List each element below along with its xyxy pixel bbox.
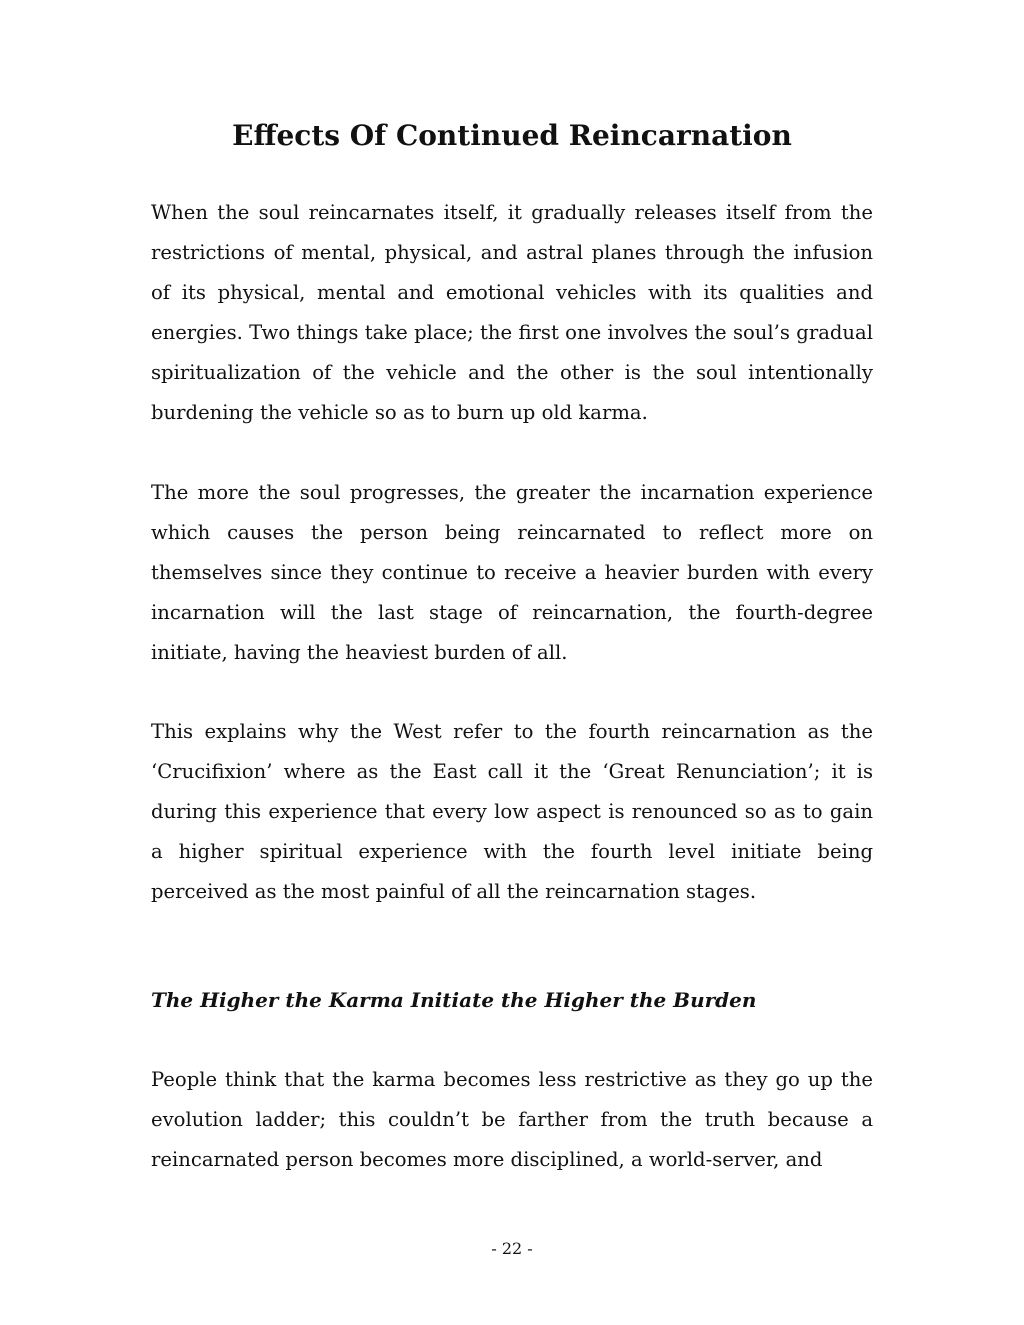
paragraph: People think that the karma becomes less restrictive as they go up the evolution ladder; this couldn’t be farther from the truth because a reincarnated person becomes more disciplined, a world-server, and <box>151 1068 873 1171</box>
paragraph: When the soul reincarnates itself, it gradually releases itself from the restrictions of mental, physical, and astral planes through the infusion of its physical, mental and emotional vehicles with its qualities and energies. Two things take place; the first one involves the soul’s gradual spiritualization of the vehicle and the other is the soul intentionally burdening the vehicle so as to burn up old karma. <box>151 201 873 424</box>
page-title: Effects Of Continued Reincarnation <box>232 119 792 152</box>
paragraph: The more the soul progresses, the greater the incarnation experience which causes the person being reincarnated to reflect more on themselves since they continue to receive a heavier burden with every incarnation will the last stage of reincarnation, the fourth-degree initiate, having the heaviest burden of all. <box>151 481 873 664</box>
section-subheading: The Higher the Karma Initiate the Higher the Burden <box>151 988 757 1012</box>
paragraph: This explains why the West refer to the fourth reincarnation as the ‘Crucifixion’ where as the East call it the ‘Great Renunciation’; it is during this experience that every low aspect is renounced so as to gain a higher spiritual experience with the fourth level initiate being perceived as the most painful of all the reincarnation stages. <box>151 720 873 903</box>
page-number: - 22 - <box>491 1239 533 1258</box>
